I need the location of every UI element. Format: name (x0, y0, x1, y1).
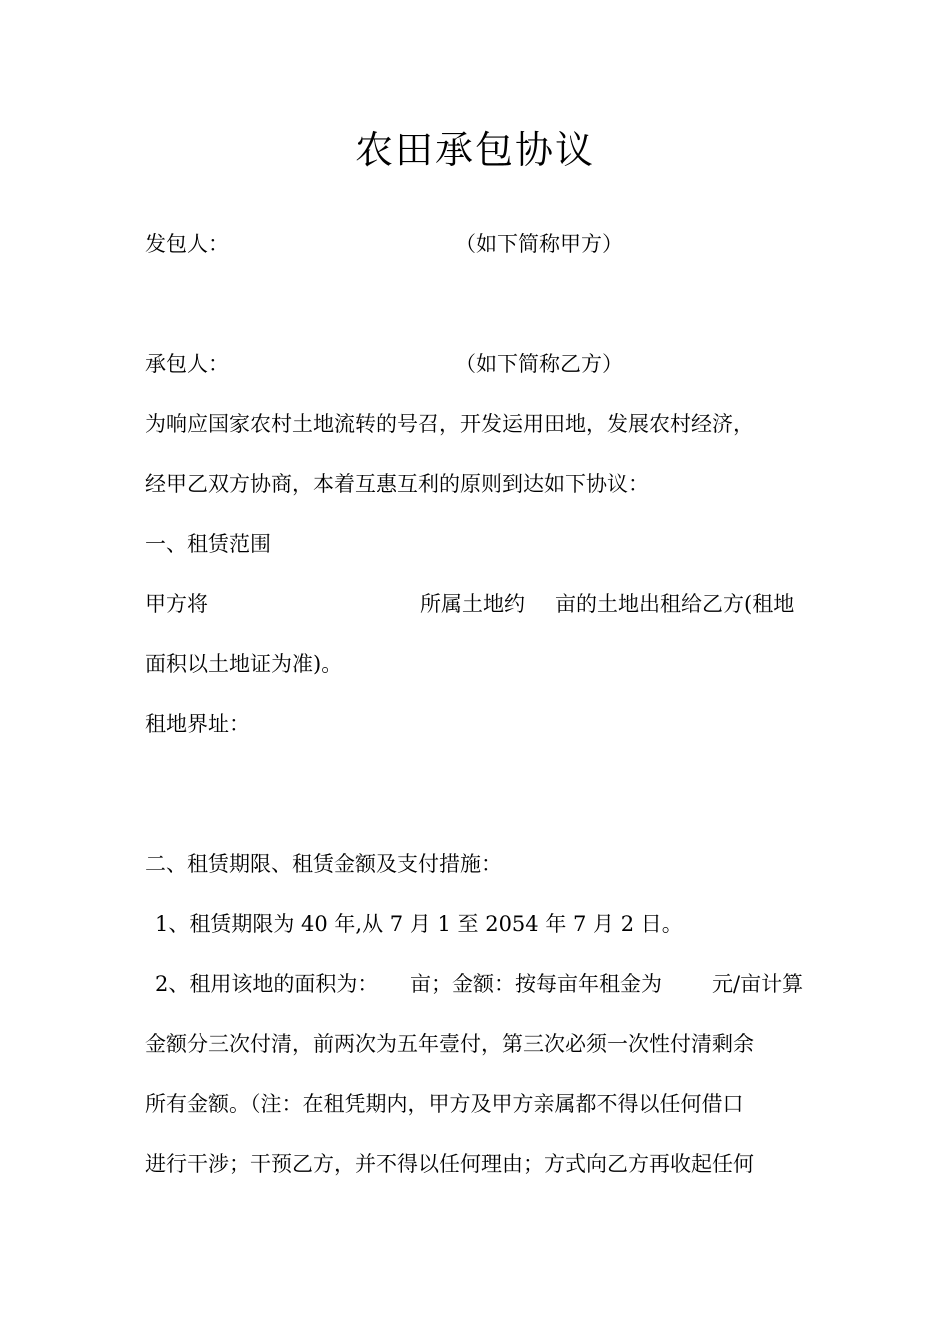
section2-heading: 二、租赁期限、租赁金额及支付措施： (145, 852, 502, 876)
section1-part-a: 甲方将 (145, 592, 208, 616)
section1-line-2: 面积以土地证为准)。 (145, 652, 343, 676)
document-title: 农田承包协议 (354, 128, 595, 172)
contractor-label: 承包人： (145, 352, 229, 376)
item2-line-4: 进行干涉；干预乙方，并不得以任何理由；方式向乙方再收起任何 (145, 1152, 754, 1176)
issuer-note: （如下简称甲方） (455, 232, 623, 256)
intro-line-2: 经甲乙双方协商，本着互惠互利的原则到达如下协议： (145, 472, 649, 496)
contractor-note: （如下简称乙方） (455, 352, 623, 376)
item2-line-3: 所有金额。（注：在租凭期内，甲方及甲方亲属都不得以任何借口 (145, 1092, 744, 1116)
item-1: 1、租赁期限为 40 年,从 7 月 1 至 2054 年 7 月 2 日。 (155, 912, 683, 936)
item2-part-c: 元/亩计算 (712, 972, 804, 996)
item2-part-b: 亩；金额：按每亩年租金为 (410, 972, 662, 996)
item2-line-2: 金额分三次付清，前两次为五年壹付，第三次必须一次性付清剩余 (145, 1032, 754, 1056)
item2-part-a: 2、租用该地的面积为： (155, 972, 379, 996)
issuer-label: 发包人： (145, 232, 229, 256)
intro-line-1: 为响应国家农村土地流转的号召，开发运用田地，发展农村经济， (145, 412, 754, 436)
boundary-label: 租地界址： (145, 712, 250, 736)
section1-part-b: 所属土地约 (420, 592, 525, 616)
section1-heading: 一、租赁范围 (145, 532, 271, 556)
section1-part-c: 亩的土地出租给乙方(租地 (555, 592, 795, 616)
